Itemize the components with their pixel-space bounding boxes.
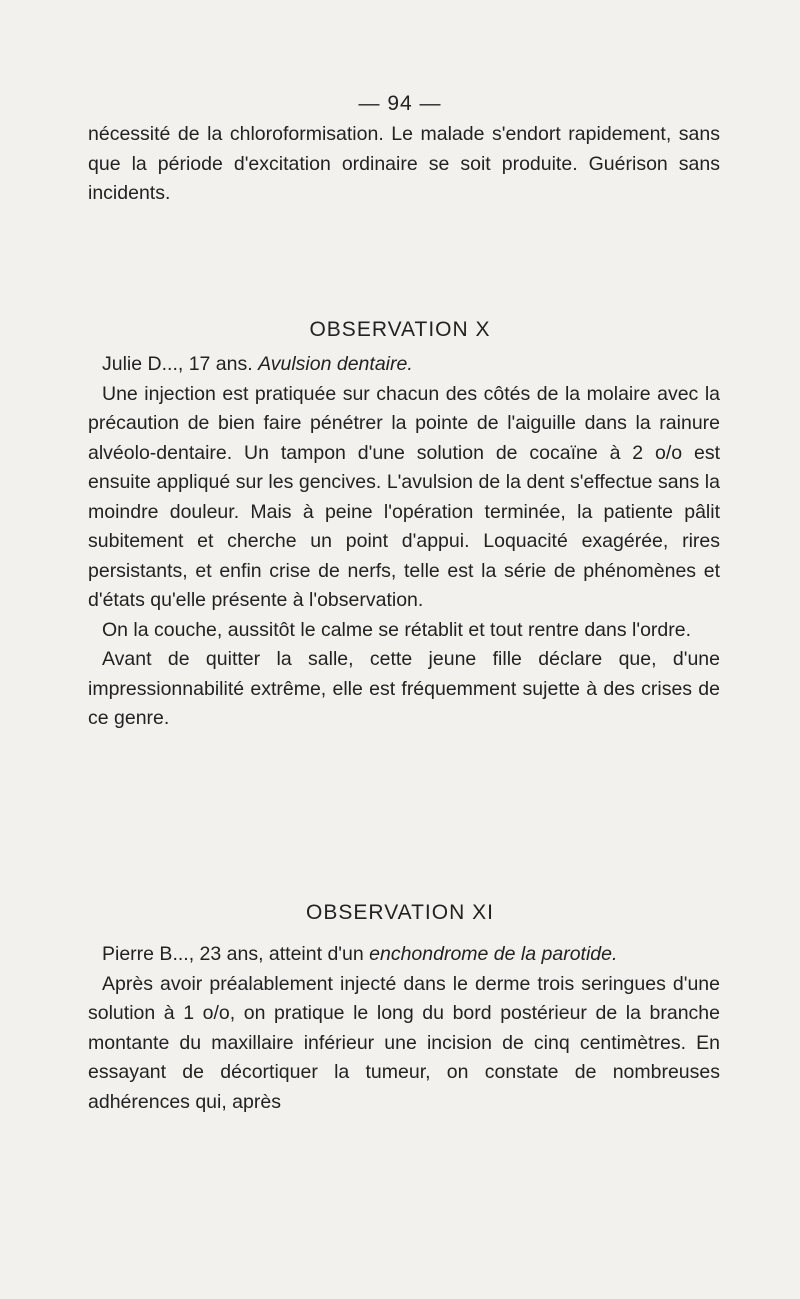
observation-xi-subject-line (88, 940, 720, 970)
observation-x-subject-title: Avulsion dentaire. (258, 353, 413, 375)
page-number: — 94 — (358, 92, 442, 115)
observation-x-paragraph-1: Une injection est pratiquée sur chacun des côtés de la molaire avec la précaution de bien faire pénétrer la pointe de l'aiguille dans la rainure alvéolo-dentaire. Un tampon d'une solution de cocaïne à 2 o/o est ensuite appliqué sur les gencives. L'avulsion de la dent s'effectue sans la moindre douleur. Mais à peine l'opération terminée, la patiente pâlit subitement et cherche un point d'appui. Loquacité exagérée, rires persistants, et enfin crise de nerfs, telle est la série de phénomènes et d'états qu'elle présente à l'observation. (88, 382, 720, 611)
intro-section (88, 120, 720, 209)
intro-paragraph: nécessité de la chloroformisation. Le malade s'endort rapidement, sans que la période d'excitation ordinaire se soit produite. Guérison sans incidents. (88, 123, 720, 204)
observation-x-paragraph-2: On la couche, aussitôt le calme se rétablit et tout rentre dans l'ordre. (102, 618, 692, 641)
observation-xi-subject-title: enchondrome de la parotide. (369, 943, 618, 965)
observation-x-subject-line (88, 350, 720, 380)
observation-x-heading: OBSERVATION X (309, 318, 491, 341)
observation-x-paragraph-3: Avant de quitter la salle, cette jeune fille déclare que, d'une impressionnabilité extrême, elle est fréquemment sujette à des crises de ce genre. (88, 648, 720, 729)
observation-xi-heading: OBSERVATION XI (306, 901, 494, 924)
observation-xi-subject: Pierre B..., 23 ans, atteint d'un (102, 943, 364, 965)
observation-x-body (88, 350, 720, 734)
observation-x-subject: Julie D..., 17 ans. (102, 353, 253, 375)
observation-xi-body (88, 940, 720, 1117)
observation-xi-paragraph-1: Après avoir préalablement injecté dans le derme trois seringues d'une solution à 1 o/o, on pratique le long du bord postérieur de la branche montante du maxillaire inférieur une incision de cinq centimètres. En essayant de décortiquer la tumeur, on constate de nombreuses adhérences qui, après (88, 972, 720, 1113)
